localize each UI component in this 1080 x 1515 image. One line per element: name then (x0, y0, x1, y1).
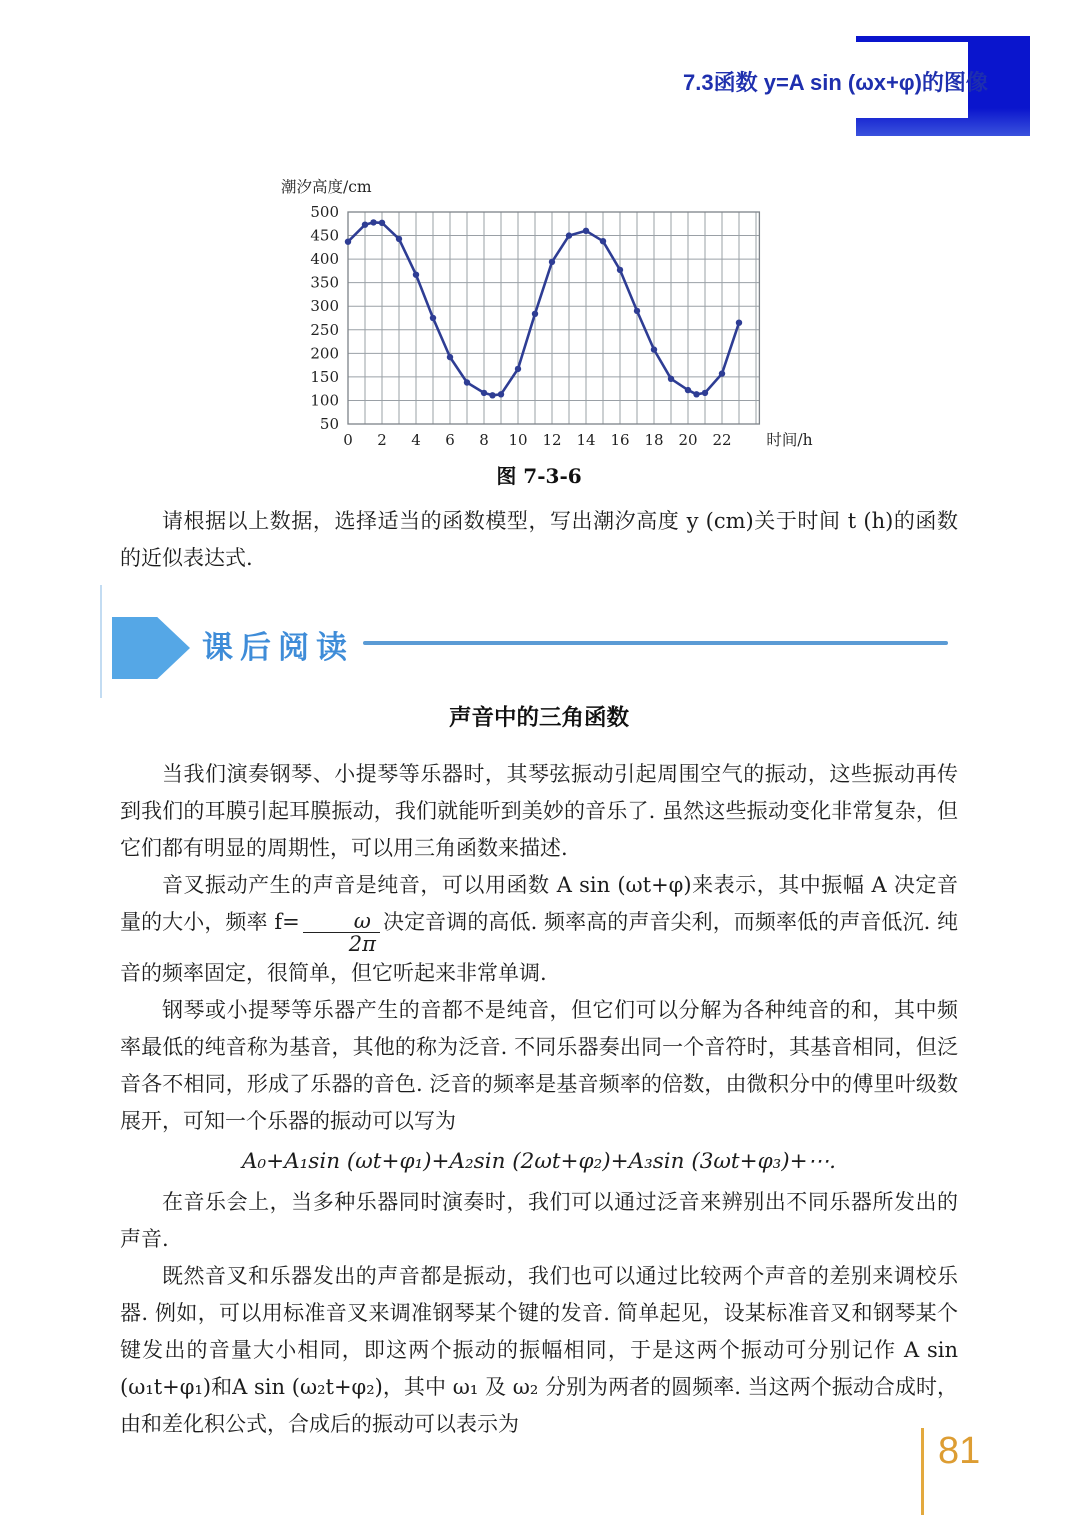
y-tick-label: 150 (310, 367, 339, 386)
data-point-marker (498, 391, 504, 397)
problem-statement (120, 503, 958, 577)
frequency-fraction (303, 910, 380, 955)
fourier-series-formula: A₀+A₁sin (ωt+φ₁)+A₂sin (2ωt+φ₂)+A₃sin (3ωt+φ₃)+⋯. (241, 1149, 836, 1175)
banner-label: 课后阅读 (202, 630, 354, 665)
data-point-marker (362, 222, 368, 228)
reading-article (120, 700, 958, 1443)
fraction-denominator: 2π (303, 932, 380, 955)
reading-title: 声音中的三角函数 (448, 705, 629, 730)
data-point-marker (668, 376, 674, 382)
x-tick-label: 4 (411, 431, 421, 449)
data-point-marker (481, 390, 487, 396)
reading-paragraph-4: 在音乐会上，当多种乐器同时演奏时，我们可以通过泛音来辨别出不同乐器所发出的声音. (120, 1190, 958, 1252)
y-tick-label: 450 (310, 226, 339, 245)
y-tick-label: 250 (310, 320, 339, 339)
y-axis-label: 潮汐高度/cm (281, 178, 372, 196)
x-tick-label: 14 (576, 431, 596, 449)
reading-paragraph-5: 既然音叉和乐器发出的声音都是振动，我们也可以通过比较两个声音的差别来调校乐器. 例如，可以用标准音叉来调准钢琴某个键的发音. 简单起见，设某标准音叉和钢琴某个键发出的音量大小相同，即这两个振动的振幅相同，于是这两个振动可分别记作 A sin (ω₁t+φ₁)和A sin (ω₂t+φ₂)，其中 ω₁ 及 ω₂ 分别为两者的圆频率. 当这两个振动合成时，由和差化积公式，合成后的振动可以表示为 (120, 1264, 958, 1437)
y-tick-label: 350 (310, 273, 339, 292)
x-tick-label: 16 (610, 431, 630, 449)
data-point-marker (396, 236, 402, 242)
y-tick-label: 200 (310, 344, 339, 363)
x-tick-label: 8 (479, 431, 489, 449)
x-tick-label: 12 (542, 431, 562, 449)
data-point-marker (515, 366, 521, 372)
data-point-marker (489, 392, 495, 398)
data-point-marker (532, 311, 538, 317)
data-point-marker (464, 379, 470, 385)
data-point-marker (379, 220, 385, 226)
data-point-marker (617, 267, 623, 273)
reading-paragraph-1: 当我们演奏钢琴、小提琴等乐器时，其琴弦振动引起周围空气的振动，这些振动再传到我们的耳膜引起耳膜振动，我们就能听到美妙的音乐了. 虽然这些振动变化非常复杂，但它们都有明显的周期性，可以用三角函数来描述. (120, 762, 958, 860)
section-header (683, 66, 988, 97)
y-tick-label: 500 (310, 203, 339, 221)
section-title: 函数 y=A sin (ωx+φ)的图像 (713, 70, 988, 95)
data-point-marker (430, 315, 436, 321)
tide-chart-figure (265, 172, 825, 462)
page-number-rule (921, 1428, 924, 1515)
reading-paragraph-2 (120, 867, 958, 992)
reading-paragraph-3: 钢琴或小提琴等乐器产生的音都不是纯音，但它们可以分解为各种纯音的和，其中频率最低的纯音称为基音，其他的称为泛音. 不同乐器奏出同一个音符时，其基音相同，但泛音各不相同，形成了乐器的音色. 泛音的频率是基音频率的倍数，由微积分中的傅里叶级数展开，可知一个乐器的振动可以写为 (120, 998, 958, 1134)
data-point-marker (370, 219, 376, 225)
x-tick-label: 6 (445, 431, 455, 449)
data-point-marker (447, 354, 453, 360)
x-tick-label: 0 (343, 431, 353, 449)
p2-text-post: 决定音调的高低. 频率高的声音尖利，而频率低的声音低沉. 纯音的频率固定，很简单，但它听起来非常单调. (120, 910, 958, 986)
y-tick-label: 50 (319, 415, 339, 433)
tide-series-line (348, 222, 739, 395)
fraction-numerator: ω (353, 909, 371, 933)
y-tick-label: 400 (310, 250, 339, 269)
data-point-marker (549, 259, 555, 265)
x-tick-label: 20 (678, 431, 698, 449)
data-point-marker (736, 320, 742, 326)
x-axis-label: 时间/h (766, 431, 813, 449)
section-number: 7.3 (683, 70, 714, 95)
banner-horizontal-rule (363, 641, 948, 645)
x-tick-label: 22 (712, 431, 732, 449)
data-point-marker (685, 387, 691, 393)
x-tick-label: 2 (377, 431, 387, 449)
data-point-marker (634, 308, 640, 314)
data-point-marker (651, 346, 657, 352)
x-tick-label: 10 (508, 431, 528, 449)
y-tick-label: 300 (310, 297, 339, 316)
data-point-marker (600, 238, 606, 244)
page-number: 81 (938, 1430, 981, 1472)
problem-text: 请根据以上数据，选择适当的函数模型，写出潮汐高度 y (cm)关于时间 t (h)的函数的近似表达式. (120, 509, 958, 570)
tide-chart (265, 172, 825, 462)
banner-arrow-icon (112, 617, 190, 679)
data-point-marker (693, 391, 699, 397)
p2-text-pre: 音叉振动产生的声音是纯音，可以用函数 A sin (ωt+φ)来表示，其中振幅 A 决定音量的大小，频率 f= (120, 873, 958, 934)
data-point-marker (345, 239, 351, 245)
data-point-marker (566, 232, 572, 238)
figure-caption: 图 7-3-6 (496, 464, 582, 488)
data-point-marker (583, 228, 589, 234)
x-tick-label: 18 (644, 431, 664, 449)
data-point-marker (702, 390, 708, 396)
banner-vertical-line (100, 585, 102, 698)
y-tick-label: 100 (310, 391, 339, 410)
data-point-marker (413, 272, 419, 278)
data-point-marker (719, 370, 725, 376)
